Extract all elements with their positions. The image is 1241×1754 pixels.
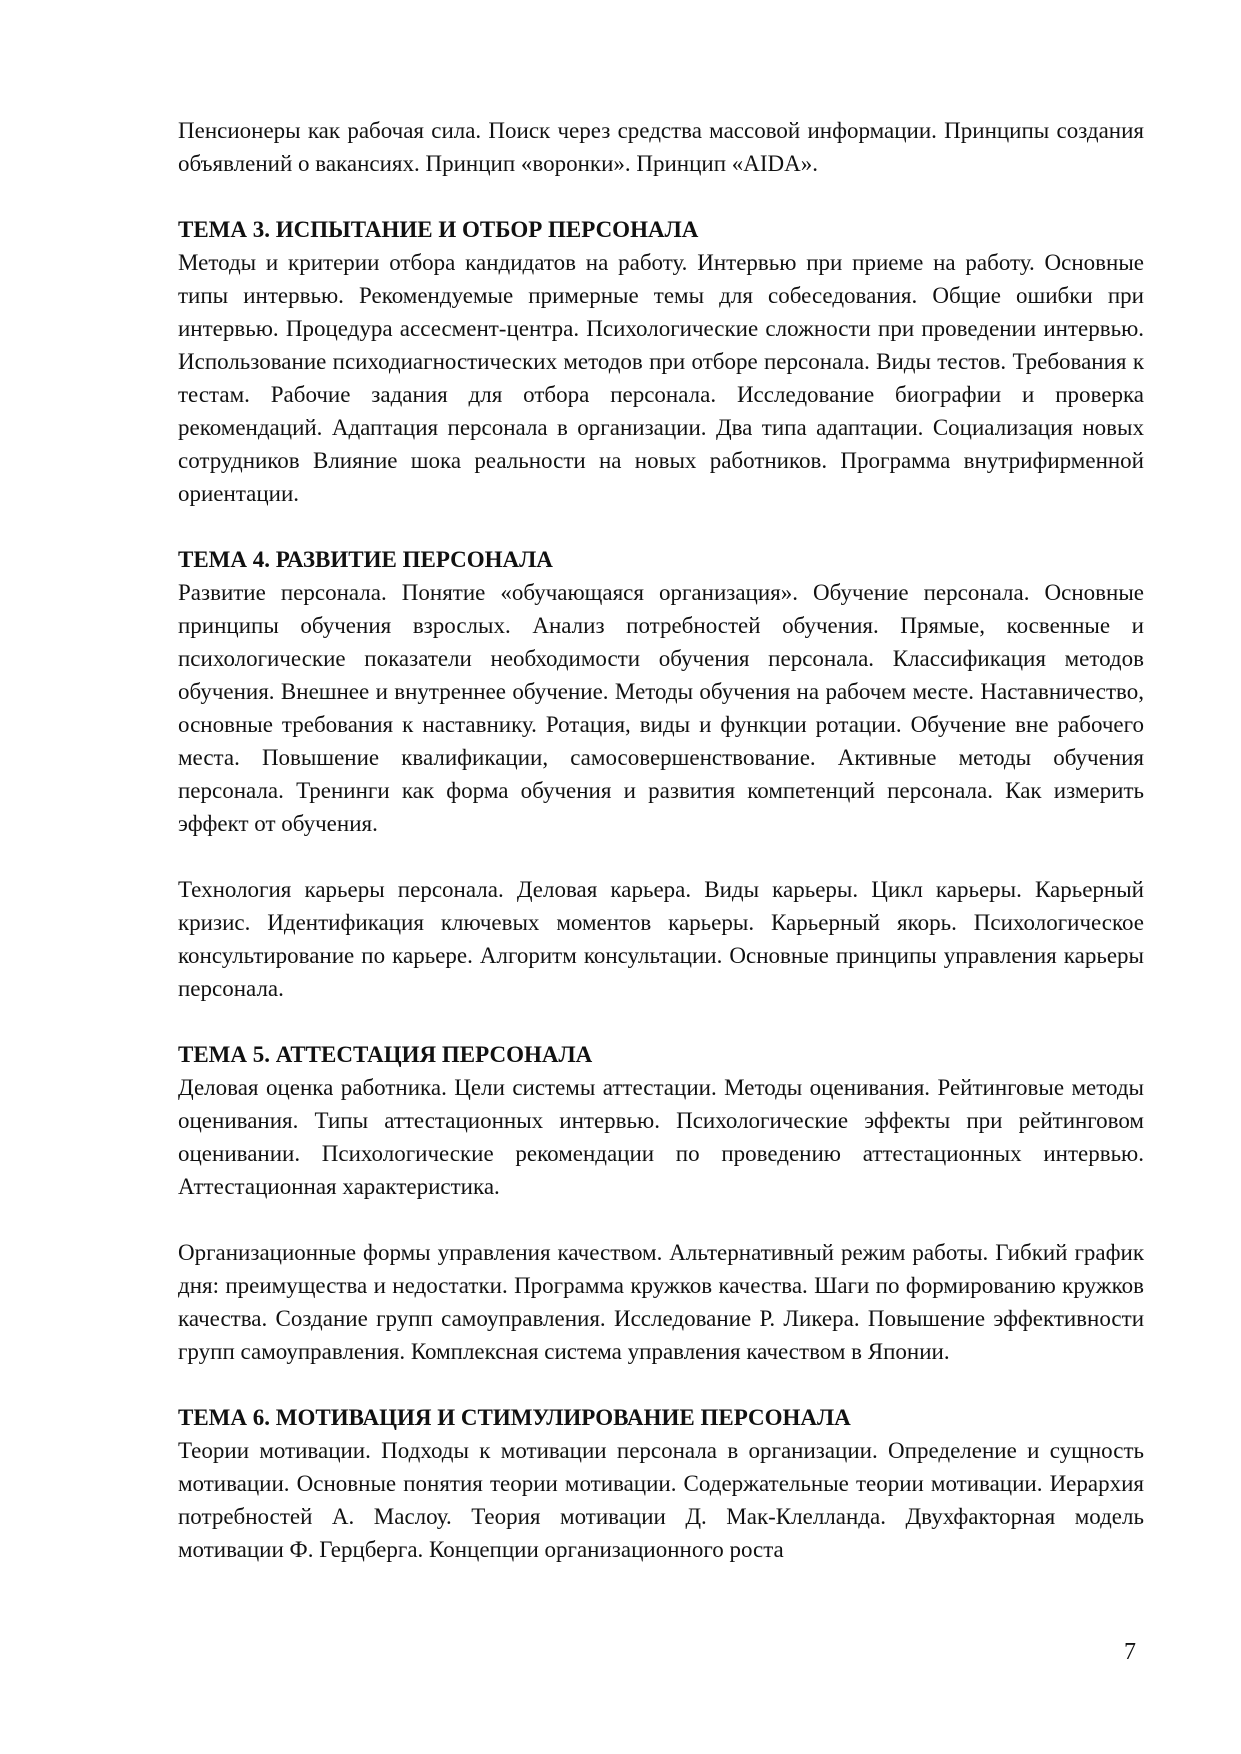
page-number: 7 (1124, 1639, 1136, 1665)
section-paragraph: Теории мотивации. Подходы к мотивации персонала в организации. Определение и сущность мотивации. Основные понятия теории мотивации. Содержательные теории мотивации. Иерархия потребностей А. Маслоу. Теория мотивации Д. Мак-Клелланда. Двухфакторная модель мотивации Ф. Герцберга. Концепции организационного роста (178, 1438, 1144, 1562)
section-topic-4 (178, 543, 1144, 1005)
section-paragraph: Методы и критерии отбора кандидатов на работу. Интервью при приеме на работу. Основные типы интервью. Рекомендуемые примерные темы для собеседования. Общие ошибки при интервью. Процедура ассесмент-центра. Психологические сложности при проведении интервью. Использование психодиагностических методов при отборе персонала. Виды тестов. Требования к тестам. Рабочие задания для отбора персонала. Исследование биографии и проверка рекомендаций. Адаптация персонала в организации. Два типа адаптации. Социализация новых сотрудников Влияние шока реальности на новых работников. Программа внутрифирменной ориентации. (178, 250, 1144, 506)
section-topic-3 (178, 213, 1144, 510)
document-body (178, 114, 1144, 1566)
section-heading: ТЕМА 6. МОТИВАЦИЯ И СТИМУЛИРОВАНИЕ ПЕРСОНАЛА (178, 1405, 851, 1430)
section-heading: ТЕМА 4. РАЗВИТИЕ ПЕРСОНАЛА (178, 547, 553, 572)
intro-paragraph: Пенсионеры как рабочая сила. Поиск через средства массовой информации. Принципы создания объявлений о вакансиях. Принцип «воронки». Принцип «AIDA». (178, 118, 1144, 176)
section-topic-6 (178, 1401, 1144, 1566)
section-topic-5 (178, 1038, 1144, 1368)
section-heading: ТЕМА 5. АТТЕСТАЦИЯ ПЕРСОНАЛА (178, 1042, 593, 1067)
section-paragraph: Организационные формы управления качеством. Альтернативный режим работы. Гибкий график дня: преимущества и недостатки. Программа кружков качества. Шаги по формированию кружков качества. Создание групп самоуправления. Исследование Р. Ликера. Повышение эффективности групп самоуправления. Комплексная система управления качеством в Японии. (178, 1240, 1144, 1364)
section-paragraph: Деловая оценка работника. Цели системы аттестации. Методы оценивания. Рейтинговые методы оценивания. Типы аттестационных интервью. Психологические эффекты при рейтинговом оценивании. Психологические рекомендации по проведению аттестационных интервью. Аттестационная характеристика. (178, 1075, 1144, 1199)
section-paragraph: Технология карьеры персонала. Деловая карьера. Виды карьеры. Цикл карьеры. Карьерный кризис. Идентификация ключевых моментов карьеры. Карьерный якорь. Психологическое консультирование по карьере. Алгоритм консультации. Основные принципы управления карьеры персонала. (178, 877, 1144, 1001)
section-heading: ТЕМА 3. ИСПЫТАНИЕ И ОТБОР ПЕРСОНАЛА (178, 217, 699, 242)
section-paragraph: Развитие персонала. Понятие «обучающаяся организация». Обучение персонала. Основные принципы обучения взрослых. Анализ потребностей обучения. Прямые, косвенные и психологические показатели необходимости обучения персонала. Классификация методов обучения. Внешнее и внутреннее обучение. Методы обучения на рабочем месте. Наставничество, основные требования к наставнику. Ротация, виды и функции ротации. Обучение вне рабочего места. Повышение квалификации, самосовершенствование. Активные методы обучения персонала. Тренинги как форма обучения и развития компетенций персонала. Как измерить эффект от обучения. (178, 580, 1144, 836)
